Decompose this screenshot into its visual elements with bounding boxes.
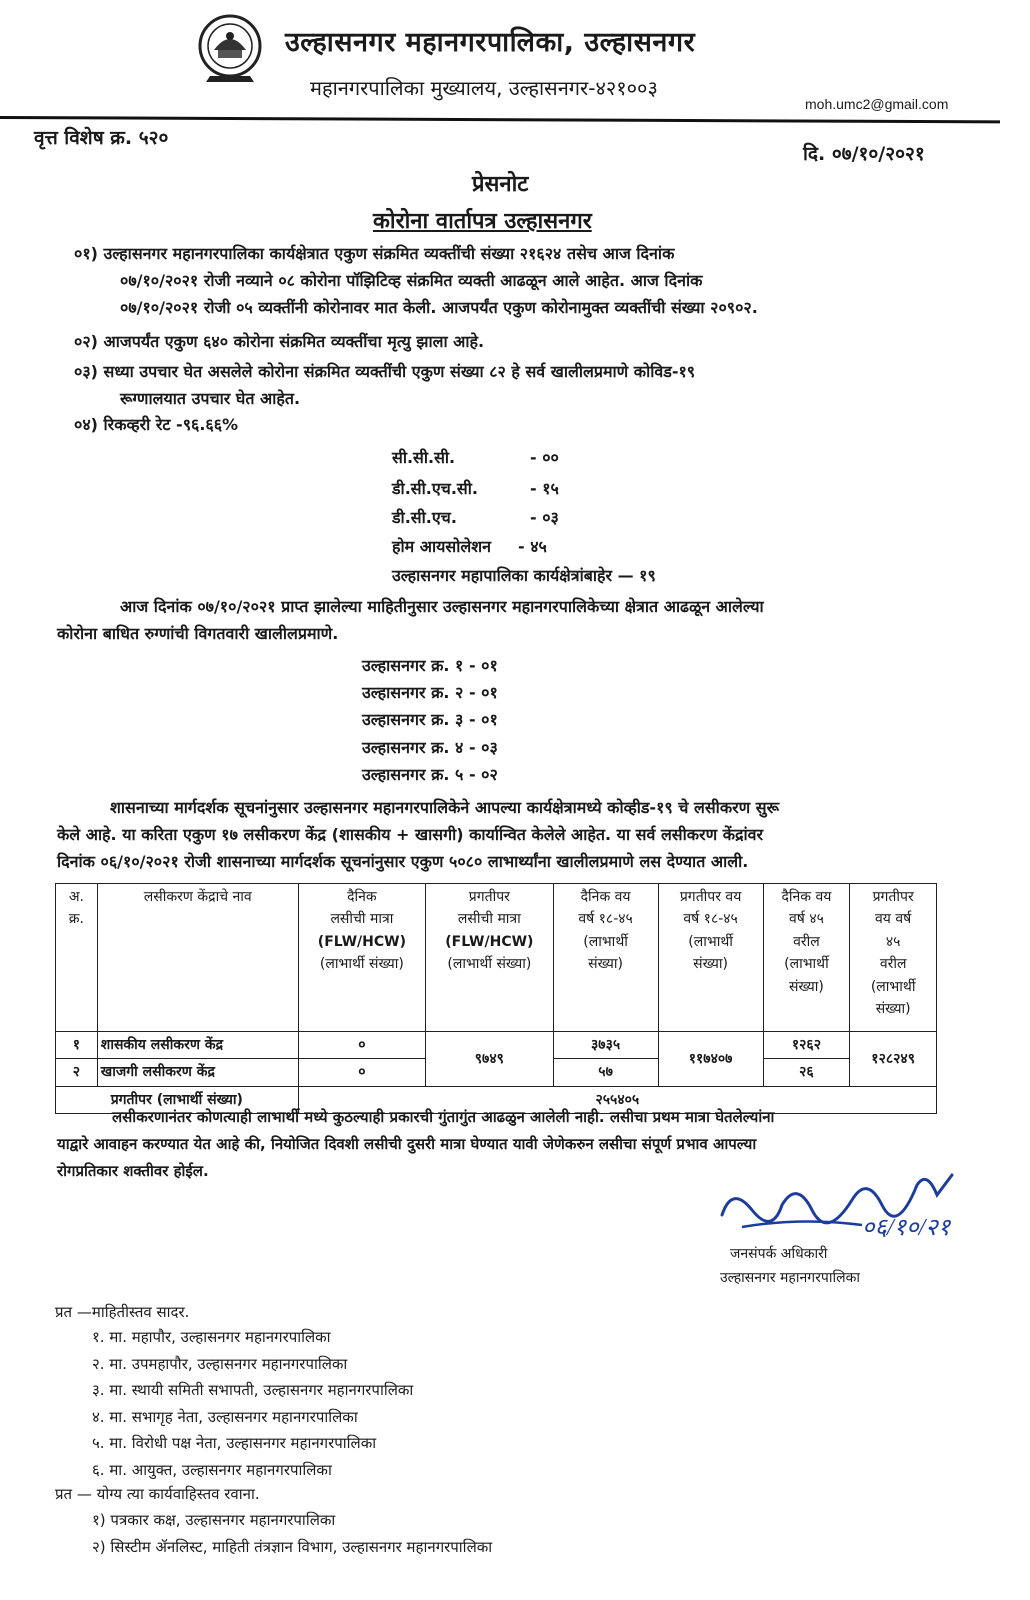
header-text: लसीची मात्रा <box>457 911 521 928</box>
facility-value: - १५ <box>530 479 559 498</box>
header-text: (लाभार्थी संख्या) <box>319 956 404 973</box>
header-cell <box>553 884 658 1032</box>
total-label: प्रगतीपर (लाभार्थी संख्या) <box>56 1086 299 1113</box>
advisory-line-1: लसीकरणानंतर कोणत्याही लाभार्थी मध्ये कुठल्याही प्रकारची गुंतागुंत आढळुन आलेली नाही. लसीचा प्रथम मात्रा घेतलेल्यांना <box>112 1108 775 1126</box>
point-2: ०२) आजपर्यंत एकुण ६४० कोरोना संक्रमित व्यक्तींचा मृत्यु झाला आहे. <box>74 332 485 351</box>
header-text: दैनिक वय <box>580 889 631 905</box>
facility-value: - ०० <box>530 448 559 467</box>
header-cell <box>850 884 937 1032</box>
facility-label: डी.सी.एच.सी. <box>392 479 478 498</box>
table-cell: ० <box>298 1032 425 1059</box>
header-text: संख्या) <box>875 1000 911 1017</box>
copy-info-item: ४. मा. सभागृह नेता, उल्हासनगर महानगरपालिका <box>92 1408 358 1426</box>
copy-info-item: १. मा. महापौर, उल्हासनगर महानगरपालिका <box>92 1328 331 1346</box>
header-text: (लाभार्थी <box>583 933 628 950</box>
vax-intro-line-1: शासनाच्या मार्गदर्शक सूचनांनुसार उल्हासनगर महानगरपालिकेने आपल्या कार्यक्षेत्रामध्ये कोव्हीड-१९ चे लसीकरण सुरू <box>110 798 780 817</box>
ward-intro-line-1: आज दिनांक ०७/१०/२०२१ प्राप्त झालेल्या माहितीनुसार उल्हासनगर महानगरपालिकेच्या क्षेत्रात आढळून आलेल्या <box>120 597 764 616</box>
facility-label: होम आयसोलेशन <box>392 537 491 556</box>
ward-item: उल्हासनगर क्र. ४ - ०३ <box>362 738 498 757</box>
table-cell: खाजगी लसीकरण केंद्र <box>97 1059 298 1086</box>
signatory-office: उल्हासनगर महानगरपालिका <box>720 1270 860 1286</box>
header-text: (लाभार्थी संख्या) <box>447 956 532 973</box>
point-1-line-2: ०७/१०/२०२१ रोजी नव्याने ०८ कोरोना पॉझिटिव्ह संक्रमित व्यक्ती आढळून आले आहेत. आज दिनांक <box>120 271 703 290</box>
header-text: (लाभार्थी <box>870 978 916 995</box>
table-cell: १२८२४९ <box>850 1032 937 1087</box>
org-address: महानगरपालिका मुख्यालय, उल्हासनगर-४२१००३ <box>310 76 658 100</box>
table-cell: शासकीय लसीकरण केंद्र <box>97 1032 298 1059</box>
reference-date: दि. ०७/१०/२०२१ <box>803 143 925 165</box>
signature-date: ०६/१०/२१ <box>862 1215 951 1241</box>
header-text: क्र. <box>68 911 84 928</box>
facility-value: - ०३ <box>530 508 559 527</box>
header-text: लसीकरण केंद्राचे नाव <box>143 889 252 905</box>
header-text: वर्ष १८-४५ <box>683 911 738 928</box>
table-cell: ३७३५ <box>553 1032 658 1059</box>
org-title: उल्हासनगर महानगरपालिका, उल्हासनगर <box>285 27 696 58</box>
reference-number: वृत्त विशेष क्र. ५२० <box>34 127 169 149</box>
facility-value: - ४५ <box>518 537 547 556</box>
ward-item: उल्हासनगर क्र. ३ - ०१ <box>362 710 498 729</box>
advisory-line-2: याद्वारे आवाहन करण्यात येत आहे की, नियोजित दिवशी लसीची दुसरी मात्रा घेण्यात यावी जेणेकरुन लसीचा संपूर्ण प्रभाव आपल्या <box>57 1135 757 1153</box>
copy-info-item: ६. मा. आयुक्त, उल्हासनगर महानगरपालिका <box>92 1461 332 1479</box>
press-note-title: प्रेसनोट <box>472 172 529 197</box>
table-cell: ११७४०७ <box>658 1032 763 1087</box>
copy-action-item: २) सिस्टीम ॲनलिस्ट, माहिती तंत्रज्ञान विभाग, उल्हासनगर महानगरपालिका <box>92 1538 493 1556</box>
header-cell <box>658 884 763 1032</box>
header-text: (लाभार्थी <box>784 956 829 973</box>
signatory-designation: जनसंपर्क अधिकारी <box>730 1246 828 1262</box>
header-text: वरील <box>879 956 907 973</box>
ward-item: उल्हासनगर क्र. २ - ०१ <box>362 683 498 702</box>
header-cell <box>56 884 98 1032</box>
ward-item: उल्हासनगर क्र. १ - ०१ <box>362 656 498 675</box>
table-row <box>56 1032 937 1059</box>
header-text: दैनिक <box>347 889 377 905</box>
header-text: दैनिक वय <box>781 889 832 905</box>
ward-item: उल्हासनगर क्र. ५ - ०२ <box>362 765 498 784</box>
vaccination-table <box>55 883 937 1114</box>
header-text: वय वर्ष <box>875 911 912 928</box>
advisory-line-3: रोगप्रतिकार शक्तीवर होईल. <box>57 1162 209 1180</box>
facility-label: डी.सी.एच. <box>392 508 457 527</box>
vax-intro-line-2: केले आहे. या करिता एकुण १७ लसीकरण केंद्र (शासकीय + खासगी) कार्यान्वित केलेले आहेत. या सर्व लसीकरण केंद्रांवर <box>57 825 764 844</box>
point-3-line-1: ०३) सध्या उपचार घेत असलेले कोरोना संक्रमित व्यक्तींची एकुण संख्या ८२ हे सर्व खालीलप्रमाणे कोविड-१९ <box>74 362 696 381</box>
point-4-recovery-rate: ०४) रिकव्हरी रेट -९६.६६% <box>74 415 239 434</box>
facility-label: सी.सी.सी. <box>392 448 456 467</box>
bulletin-title: कोरोना वार्तापत्र उल्हासनगर <box>373 209 592 234</box>
copy-info-item: ५. मा. विरोधी पक्ष नेता, उल्हासनगर महानगरपालिका <box>92 1434 377 1452</box>
copy-info-heading: प्रत —माहितीस्तव सादर. <box>55 1303 190 1321</box>
header-text: प्रगतीपर <box>872 889 914 905</box>
municipal-seal-logo <box>192 10 268 86</box>
header-text: लसीची मात्रा <box>330 911 394 928</box>
table-cell: ० <box>298 1059 425 1086</box>
total-value: २५५४०५ <box>298 1086 936 1113</box>
table-cell: १२६२ <box>763 1032 850 1059</box>
table-cell: ९७४९ <box>426 1032 553 1087</box>
table-header-row <box>56 884 937 1032</box>
point-1-line-3: ०७/१०/२०२१ रोजी ०५ व्यक्तींनी कोरोनावर मात केली. आजपर्यंत एकुण कोरोनामुक्त व्यक्तींची संख्या २०९०२. <box>120 298 758 317</box>
header-text: वर्ष १८-४५ <box>578 911 633 928</box>
header-text: वरील <box>793 933 820 950</box>
header-text: संख्या) <box>588 956 624 973</box>
header-cell <box>97 884 298 1032</box>
header-cell <box>763 884 850 1032</box>
header-divider <box>0 116 1000 123</box>
header-text: (लाभार्थी <box>688 933 733 950</box>
header-text: संख्या) <box>789 978 824 995</box>
point-1-line-1: ०१) उल्हासनगर महानगरपालिका कार्यक्षेत्रात एकुण संक्रमित व्यक्तींची संख्या २१६२४ तसेच आज दिनांक <box>74 244 675 263</box>
header-text: प्रगतीपर <box>468 889 510 905</box>
copy-action-item: १) पत्रकार कक्ष, उल्हासनगर महानगरपालिका <box>92 1511 336 1529</box>
table-cell: २६ <box>763 1059 850 1086</box>
header-cell <box>426 884 553 1032</box>
outside-area-count: उल्हासनगर महापालिका कार्यक्षेत्रांबाहेर — १९ <box>392 566 656 585</box>
org-email: moh.umc2@gmail.com <box>805 96 949 112</box>
ward-intro-line-2: कोरोना बाधित रुग्णांची विगतवारी खालीलप्रमाणे. <box>57 624 339 643</box>
point-3-line-2: रूग्णालयात उपचार घेत आहेत. <box>120 389 301 408</box>
table-cell: १ <box>56 1032 98 1059</box>
header-text: संख्या) <box>693 956 729 973</box>
copy-info-item: २. मा. उपमहापौर, उल्हासनगर महानगरपालिका <box>92 1355 348 1373</box>
vax-intro-line-3: दिनांक ०६/१०/२०२१ रोजी शासनाच्या मार्गदर्शक सूचनांनुसार एकुण ५०८० लाभार्थ्यांना खालीलप्रमाणे लस देण्यात आली. <box>57 852 749 871</box>
header-text: अ. <box>68 889 84 905</box>
copy-info-item: ३. मा. स्थायी समिती सभापती, उल्हासनगर महानगरपालिका <box>92 1381 414 1399</box>
copy-action-heading: प्रत — योग्य त्या कार्यवाहिस्तव रवाना. <box>55 1485 260 1503</box>
header-cell <box>298 884 425 1032</box>
table-cell: २ <box>56 1059 98 1086</box>
table-cell: ५७ <box>553 1059 658 1086</box>
header-text: वर्ष ४५ <box>789 911 824 928</box>
header-text: (FLW/HCW) <box>317 933 406 950</box>
header-text: प्रगतीपर वय <box>679 889 742 905</box>
header-text: (FLW/HCW) <box>445 933 534 950</box>
header-text: ४५ <box>885 933 901 950</box>
